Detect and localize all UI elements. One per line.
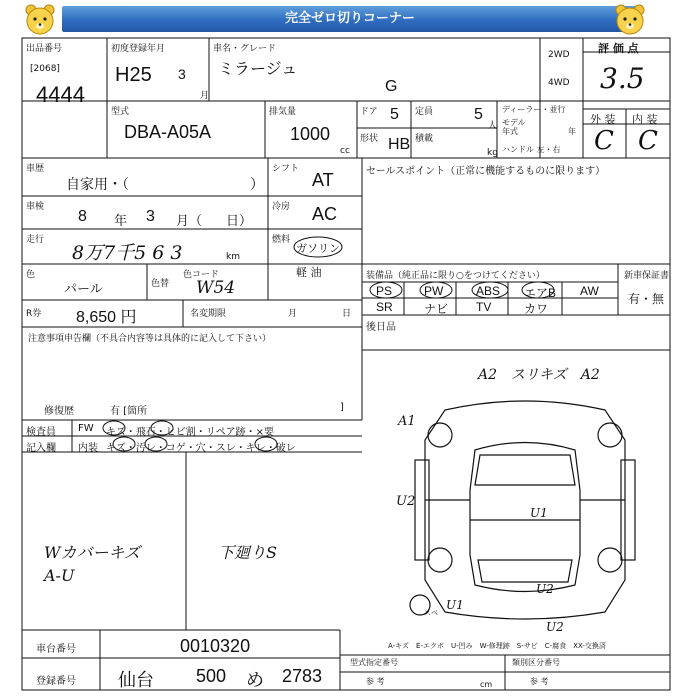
mileage-value: 8万7千5 6 3	[72, 242, 183, 264]
equipment-pw: PW	[424, 284, 444, 298]
load-unit: kg	[487, 148, 498, 158]
score-label: 評 価 点	[598, 42, 639, 55]
diagram-u1-center: U1	[530, 506, 548, 520]
capacity-label: 定員	[415, 107, 434, 117]
mileage-label: 走行	[26, 235, 45, 245]
inspector-label: 検査員	[26, 427, 56, 438]
year-label: 年式	[502, 127, 518, 136]
equipment-label: 装備品（純正品に限り○をつけてください）	[366, 271, 545, 281]
rear-items-label: 後日品	[366, 322, 396, 333]
inspection-month-unit: 月（	[176, 213, 203, 228]
model-year-label: モデル	[502, 118, 526, 127]
diagram-sub-label: スベ	[424, 609, 438, 617]
fuel-circle-mark	[290, 234, 350, 260]
exterior-grade: C	[594, 126, 614, 156]
page-title: 完全ゼロ切りコーナー	[62, 6, 638, 32]
displacement-value: 1000	[290, 124, 331, 144]
equipment-circle-marks	[364, 280, 614, 300]
shift-value: AT	[312, 170, 334, 190]
inspection-year-unit: 年	[114, 213, 128, 228]
equipment-ps: PS	[376, 284, 393, 298]
name-change-day: 日	[342, 309, 352, 319]
lot-number-value: 4444	[36, 82, 85, 107]
interior-label: 内 装	[632, 113, 658, 126]
interior-check-label: 内装	[78, 443, 98, 454]
notes-label: 注意事項申告欄（不具合内容等は具体的に記入して下さい）	[28, 334, 272, 344]
repair-label: 修復歴	[44, 406, 74, 417]
lot-number-sub: [2068]	[30, 64, 60, 74]
sales-point-label: セールスポイント（正常に機能するものに限ります）	[366, 166, 606, 177]
entry-label: 記入欄	[26, 443, 56, 454]
shift-label: シフト	[272, 164, 300, 174]
color-code-label: 色コード	[183, 270, 220, 280]
car-damage-diagram	[380, 380, 670, 630]
interior-checks: キズ・汚レ・コゲ・穴・スレ・キレ・破レ	[106, 443, 296, 454]
check-circle-marks	[100, 420, 300, 452]
equipment-leather: カワ	[524, 302, 549, 316]
repair-value: 有 [箇所	[110, 406, 148, 417]
history-close: ）	[250, 176, 264, 192]
mileage-unit: km	[226, 252, 240, 262]
body-type-label: 形状	[360, 134, 379, 144]
recycle-value: 8,650 円	[76, 309, 137, 326]
diagram-u1-bottom: U1	[446, 598, 464, 612]
drive-4wd: 4WD	[548, 78, 570, 88]
inspector-checks: キズ・飛石・ヒビ割・リペア跡・×要	[106, 427, 274, 438]
registration-kana: め	[246, 670, 264, 690]
guarantee-value: 有・無	[628, 292, 665, 306]
chassis-label: 車台番号	[36, 644, 76, 655]
diagram-u2-left: U2	[396, 494, 416, 509]
inspection-label: 車検	[26, 202, 45, 212]
diagram-u2-lower: U2	[546, 620, 564, 634]
handwritten-note-3: 下廻りS	[218, 543, 277, 562]
exterior-label: 外 装	[590, 113, 616, 126]
first-registration-month: 3	[178, 66, 186, 82]
type-reference: 参 考	[366, 677, 385, 686]
load-label: 積載	[415, 134, 434, 144]
displacement-unit: cc	[340, 146, 350, 156]
displacement-label: 排気量	[269, 107, 297, 117]
handwritten-note-1: Wカバーキズ	[44, 543, 141, 562]
model-label: 型式	[111, 107, 130, 117]
color-code-value: W54	[196, 278, 236, 298]
diagram-u2-bottom: U2	[536, 582, 554, 596]
equipment-tv: TV	[476, 300, 492, 314]
registration-class: 500	[196, 666, 227, 686]
diagram-a1-label: A1	[398, 414, 416, 429]
name-change-label: 名変期限	[190, 309, 227, 319]
repair-close: ]	[340, 402, 344, 413]
name-change-month: 月	[288, 309, 298, 319]
equipment-airbag: エアB	[524, 286, 557, 300]
history-value: 自家用・（	[66, 176, 129, 192]
fuel-diesel: 軽 油	[296, 266, 322, 279]
equipment-navi: ナビ	[424, 302, 449, 316]
registration-area: 仙台	[118, 670, 154, 690]
inspection-day-unit: 日）	[226, 213, 253, 228]
interior-grade: C	[638, 126, 658, 156]
classify-reference: 参 考	[530, 677, 549, 686]
registration-number: 2783	[282, 666, 323, 686]
history-label: 車歴	[26, 164, 45, 174]
color-swap-label: 色替	[151, 279, 170, 289]
model-value: DBA-A05A	[124, 122, 212, 142]
body-type-value: HB	[388, 136, 411, 153]
grade-value: G	[385, 78, 398, 95]
fuel-label: 燃料	[272, 235, 291, 245]
doors-value: 5	[390, 106, 399, 123]
damage-legend: A-キズ E-エクボ U-凹み W-修理跡 S-サビ C-腐食 XX-交換済	[388, 642, 606, 650]
color-label: 色	[26, 270, 36, 280]
chassis-value: 0010320	[180, 636, 251, 656]
color-value: パール	[64, 281, 103, 296]
diagram-top-note: A2 スリキズ A2	[478, 367, 600, 383]
guarantee-label: 新車保証書	[624, 271, 670, 281]
type-spec-label: 型式指定番号	[350, 658, 398, 667]
recycle-label: R券	[26, 309, 42, 319]
first-registration-month-unit: 月	[200, 91, 210, 101]
handle-label: ハンドル 左・右	[502, 145, 561, 154]
capacity-value: 5	[474, 106, 483, 123]
cm-unit: cm	[480, 680, 493, 689]
dealer-label: ディーラー・並行	[502, 105, 566, 114]
ac-label: 冷房	[272, 202, 291, 212]
first-registration-era: H25	[115, 64, 152, 86]
registration-label: 登録番号	[36, 676, 76, 687]
drive-2wd: 2WD	[548, 50, 570, 60]
equipment-aw: AW	[580, 284, 599, 298]
ac-value: AC	[312, 204, 338, 224]
classify-label: 類別区分番号	[512, 658, 560, 667]
doors-label: ドア	[360, 107, 378, 117]
equipment-abs: ABS	[476, 284, 501, 298]
car-name-value: ミラージュ	[218, 61, 298, 78]
capacity-unit: 人	[488, 121, 498, 131]
inspection-month: 3	[146, 208, 155, 225]
year-unit: 年	[568, 127, 576, 136]
car-name-label: 車名・グレード	[213, 44, 277, 54]
inspector-fw: FW	[78, 423, 94, 434]
first-registration-label: 初度登録年月	[111, 44, 166, 54]
equipment-sr: SR	[376, 300, 393, 314]
score-value: 3.5	[600, 62, 645, 95]
handwritten-note-2: A-U	[44, 566, 75, 585]
fuel-gasoline: ガソリン	[296, 242, 340, 255]
inspection-year: 8	[78, 208, 87, 225]
lot-number-label: 出品番号	[26, 44, 63, 54]
